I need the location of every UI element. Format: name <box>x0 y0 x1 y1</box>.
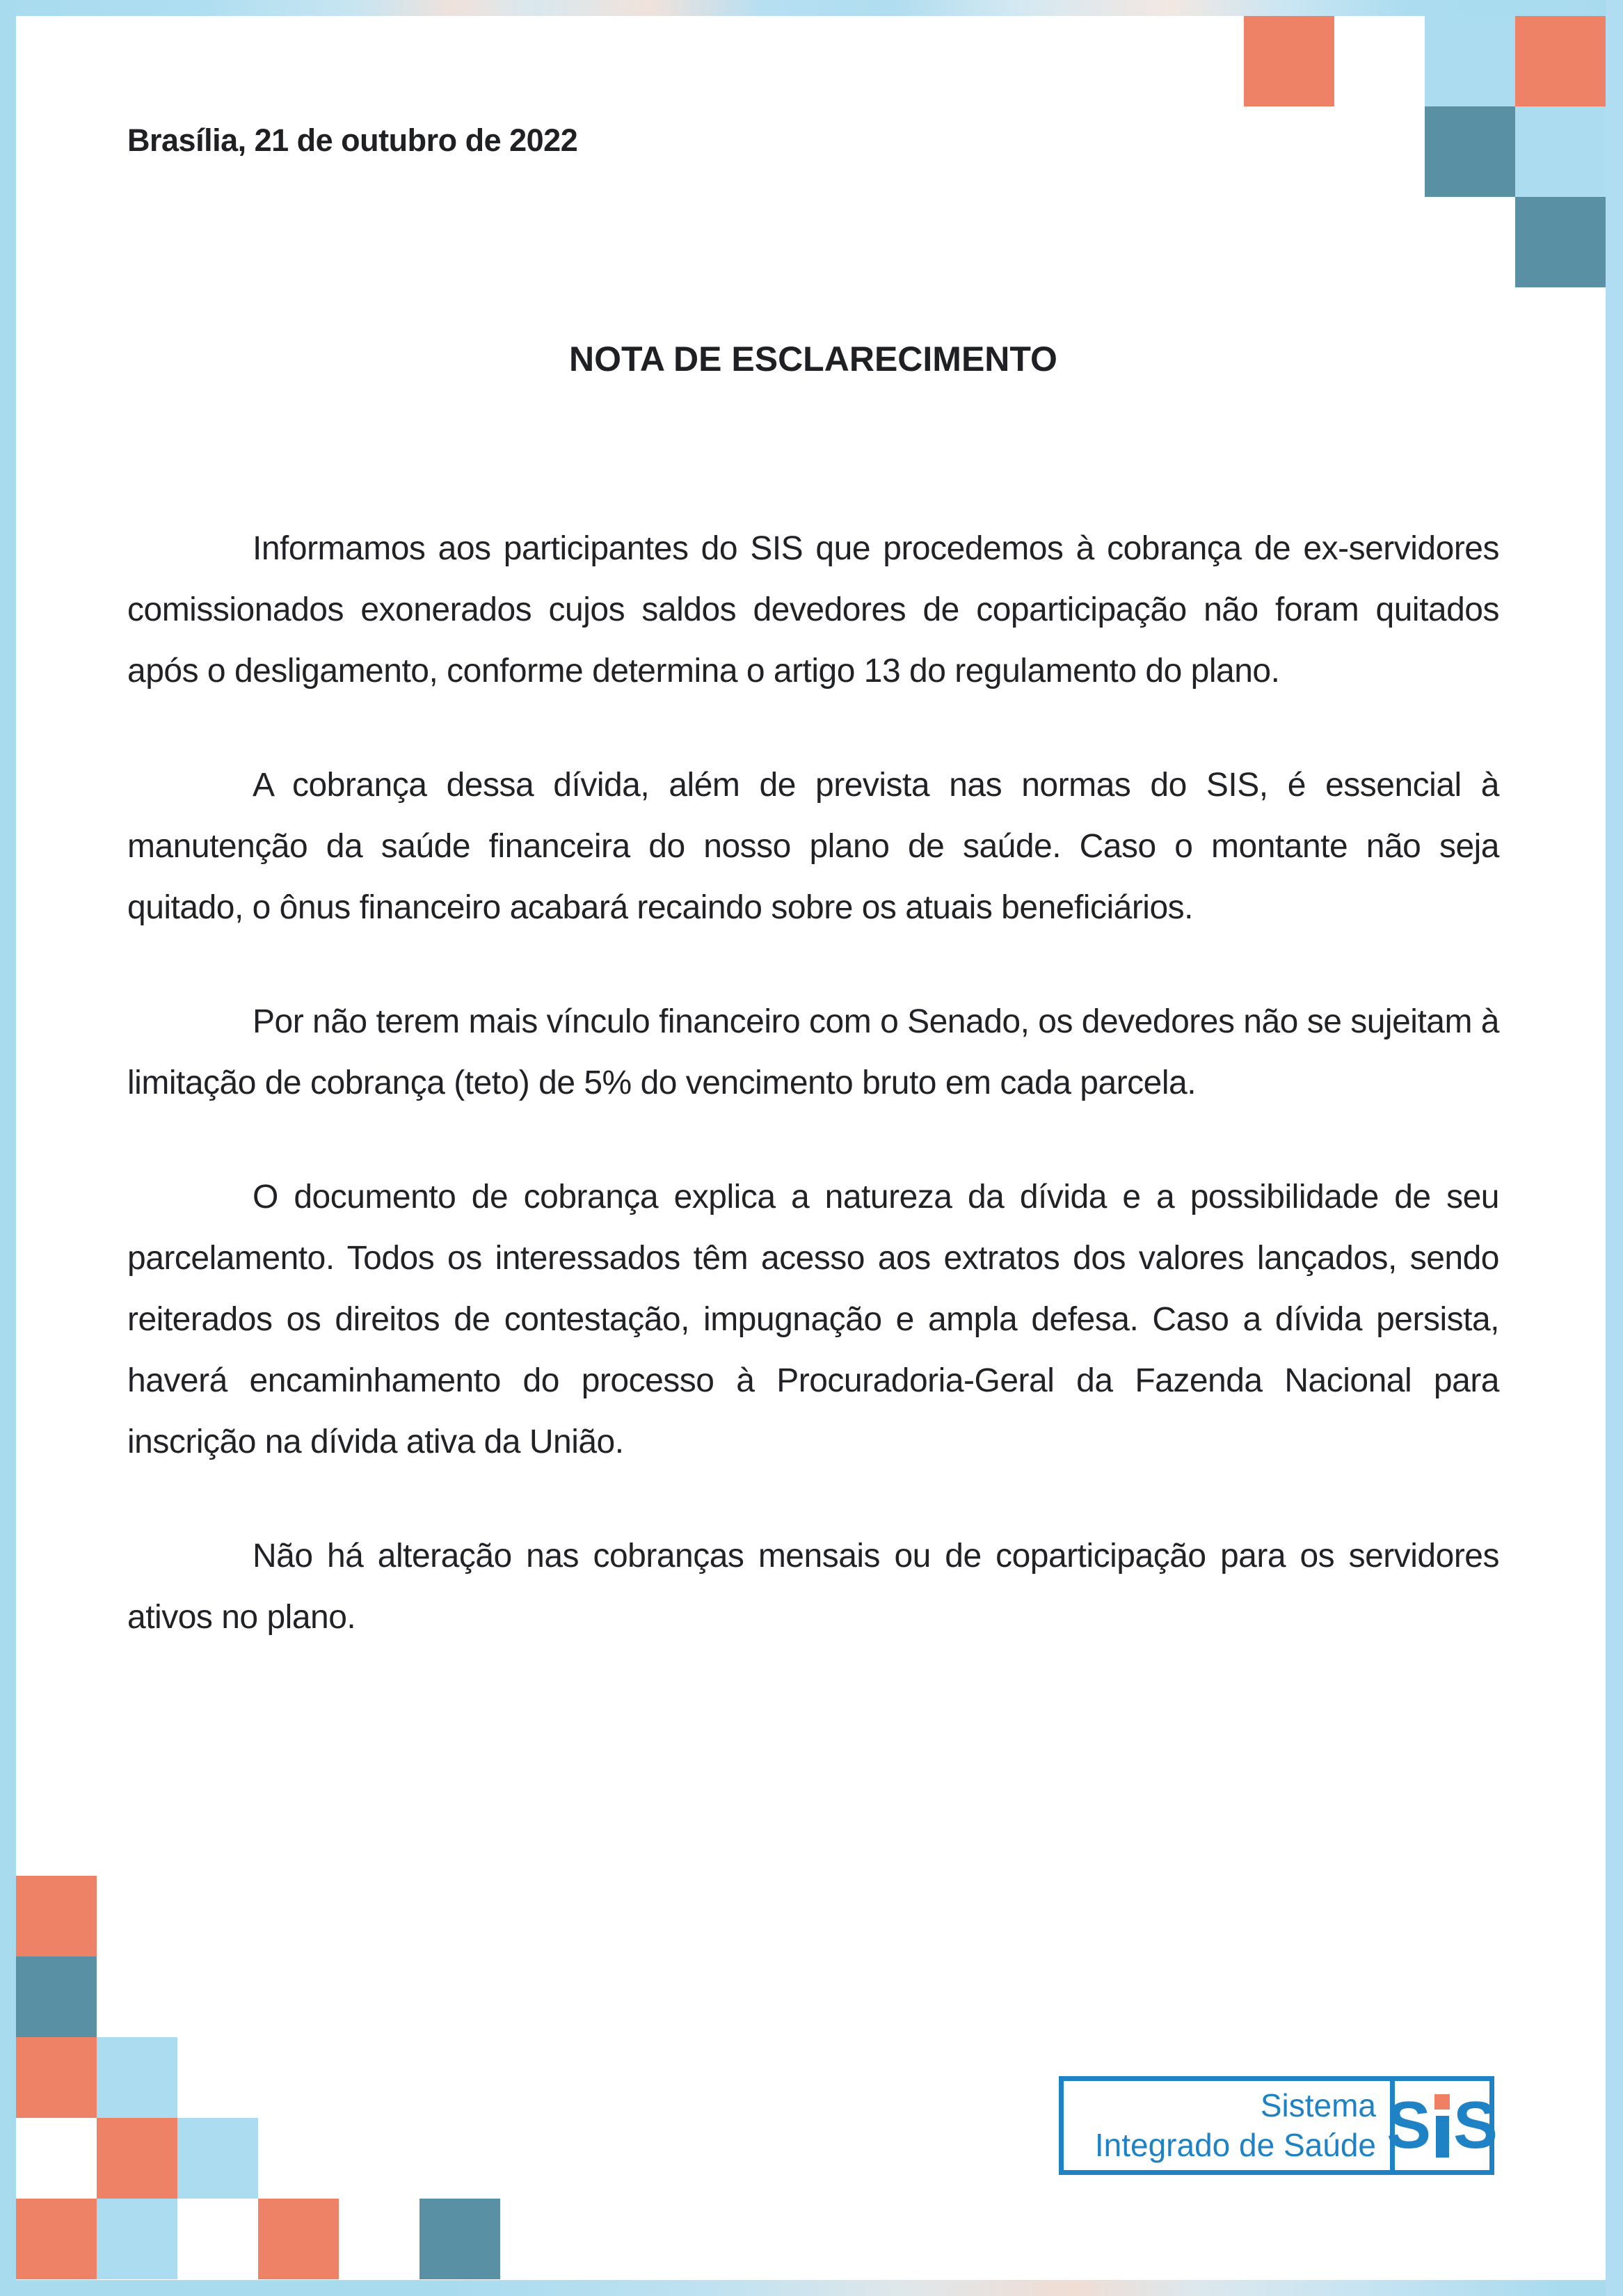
decor-square-orange <box>16 1876 97 1956</box>
decor-square-lightblue <box>97 2037 177 2118</box>
paragraph-4: O documento de cobrança explica a natureza da dívida e a possibilidade de seu parcelamento. Todos os interessados têm acesso aos extratos dos valores lançados, sendo reiterados os direitos de contestação, impugnação e ampla defesa. Caso a dívida persista, haverá encaminhamento do processo à Procuradoria-Geral da Fazenda Nacional para inscrição na dívida ativa da União. <box>127 1179 1499 1460</box>
page-title: NOTA DE ESCLARECIMENTO <box>569 340 1057 378</box>
sis-letter-s2: S <box>1453 2088 1498 2162</box>
paragraph-3: Por não terem mais vínculo financeiro com o Senado, os devedores não se sujeitam à limitação de cobrança (teto) de 5% do vencimento bruto em cada parcela. <box>127 1003 1499 1101</box>
decor-square-orange <box>258 2199 339 2279</box>
decor-square-orange <box>16 2199 97 2279</box>
document-body <box>127 518 1499 1701</box>
decor-square-orange <box>16 2037 97 2118</box>
paragraph-2: A cobrança dessa dívida, além de prevista nas normas do SIS, é essencial à manutenção da saúde financeira do nosso plano de saúde. Caso o montante não seja quitado, o ônus financeiro acabará recaindo sobre os atuais beneficiários. <box>127 767 1499 926</box>
sis-logo <box>1059 2076 1498 2175</box>
sis-logo-line1: Sistema <box>1260 2087 1376 2123</box>
sis-i-stem <box>1436 2116 1449 2158</box>
decor-square-orange <box>97 2118 177 2199</box>
page-border-left <box>0 0 16 2296</box>
sis-letter-s1: S <box>1386 2088 1431 2162</box>
paragraph-5: Não há alteração nas cobranças mensais ou de coparticipação para os servidores ativos no plano. <box>127 1538 1499 1636</box>
page-border-right <box>1606 0 1623 2296</box>
decor-square-teal <box>1425 106 1515 197</box>
decor-square-lightblue <box>177 2118 258 2199</box>
page-border-bottom <box>0 2280 1623 2296</box>
decor-square-teal <box>16 1956 97 2037</box>
decor-square-lightblue <box>1515 106 1606 197</box>
paragraph-1: Informamos aos participantes do SIS que procedemos à cobrança de ex-servidores comissionados exonerados cujos saldos devedores de coparticipação não foram quitados após o desligamento, conforme determina o artigo 13 do regulamento do plano. <box>127 530 1499 689</box>
sis-letter-i <box>1434 2094 1450 2158</box>
decor-square-lightblue <box>97 2199 177 2279</box>
sis-logo-line2: Integrado de Saúde <box>1094 2127 1376 2163</box>
decor-square-orange <box>1515 16 1606 106</box>
decor-square-teal <box>419 2199 500 2279</box>
decor-square-lightblue <box>1425 16 1515 106</box>
sis-acronym <box>1386 2081 1498 2170</box>
document-date: Brasília, 21 de outubro de 2022 <box>127 122 578 158</box>
page-border-top <box>0 0 1623 16</box>
decor-square-orange <box>1244 16 1334 106</box>
decor-square-teal <box>1515 197 1606 287</box>
sis-i-dot-icon <box>1434 2094 1450 2110</box>
sis-logo-text <box>1064 2081 1390 2170</box>
